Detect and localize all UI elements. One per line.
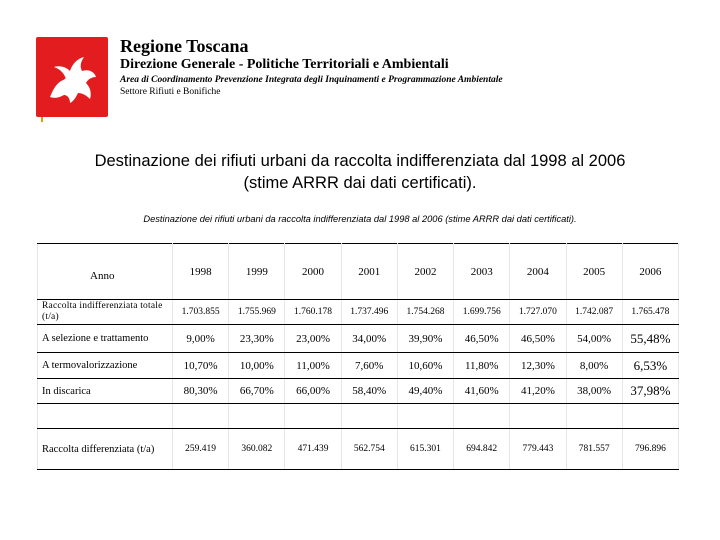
table-cell: 796.896	[622, 429, 678, 470]
table-row	[38, 353, 679, 379]
table-row	[38, 300, 679, 325]
table-cell: 781.557	[566, 429, 622, 470]
year-cell: 2002	[397, 244, 453, 300]
table-cell: 34,00%	[341, 325, 397, 353]
table-cell: 10,00%	[229, 353, 285, 379]
table-cell: 1.699.756	[454, 300, 510, 325]
table-caption: Destinazione dei rifiuti urbani da raccolta indifferenziata dal 1998 al 2006 (stime ARRR dai dati certificati).	[143, 214, 577, 224]
table-cell: 1.755.969	[229, 300, 285, 325]
title-line-1: Destinazione dei rifiuti urbani da raccolta indifferenziata dal 1998 al 2006	[94, 152, 626, 170]
page-title	[40, 150, 680, 194]
table-cell: 1.760.178	[285, 300, 341, 325]
table-header-row	[38, 244, 679, 300]
table-cell: 41,60%	[454, 379, 510, 404]
row-label: In discarica	[38, 379, 173, 404]
table-cell: 46,50%	[454, 325, 510, 353]
year-cell: 2004	[510, 244, 566, 300]
table-cell: 615.301	[397, 429, 453, 470]
table-cell: 1.727.070	[510, 300, 566, 325]
table-cell: 259.419	[173, 429, 229, 470]
table-cell: 779.443	[510, 429, 566, 470]
table-cell: 1.765.478	[622, 300, 678, 325]
row-label: A selezione e trattamento	[38, 325, 173, 353]
table-cell: 562.754	[341, 429, 397, 470]
table-row	[38, 429, 679, 470]
table-cell: 6,53%	[622, 353, 678, 379]
table-cell: 80,30%	[173, 379, 229, 404]
org-name: Regione Toscana	[120, 36, 249, 56]
table-cell: 55,48%	[622, 325, 678, 353]
table-row	[38, 379, 679, 404]
table-cell: 11,80%	[454, 353, 510, 379]
row-label: Raccolta differenziata (t/a)	[38, 429, 173, 470]
table-cell: 49,40%	[397, 379, 453, 404]
table-cell: 23,00%	[285, 325, 341, 353]
year-cell: 1998	[173, 244, 229, 300]
year-cell: 2003	[454, 244, 510, 300]
table-cell: 10,60%	[397, 353, 453, 379]
table-cell: 12,30%	[510, 353, 566, 379]
regione-toscana-logo	[36, 37, 108, 117]
year-cell: 2005	[566, 244, 622, 300]
table-cell: 1.754.268	[397, 300, 453, 325]
table-cell: 54,00%	[566, 325, 622, 353]
title-line-2: (stime ARRR dai dati certificati).	[243, 174, 477, 192]
header-block	[120, 36, 503, 98]
table-cell: 66,00%	[285, 379, 341, 404]
table-cell: 1.737.496	[341, 300, 397, 325]
table-cell: 37,98%	[622, 379, 678, 404]
table-cell: 58,40%	[341, 379, 397, 404]
table-cell: 38,00%	[566, 379, 622, 404]
table-cell: 11,00%	[285, 353, 341, 379]
table-cell: 66,70%	[229, 379, 285, 404]
year-header-label: Anno	[38, 244, 173, 300]
table-cell: 7,60%	[341, 353, 397, 379]
table-cell: 8,00%	[566, 353, 622, 379]
waste-destination-table	[37, 243, 679, 470]
area-name: Area di Coordinamento Prevenzione Integrata degli Inquinamenti e Programmazione Ambientale	[120, 75, 503, 85]
table-spacer-row	[38, 404, 679, 429]
year-cell: 1999	[229, 244, 285, 300]
table-cell: 41,20%	[510, 379, 566, 404]
year-cell: 2000	[285, 244, 341, 300]
table-cell: 46,50%	[510, 325, 566, 353]
table-row	[38, 325, 679, 353]
year-cell: 2001	[341, 244, 397, 300]
sector-name: Settore Rifiuti e Bonifiche	[120, 87, 221, 97]
table-cell: 694.842	[454, 429, 510, 470]
row-label: A termovalorizzazione	[38, 353, 173, 379]
department-name: Direzione Generale - Politiche Territoriali e Ambientali	[120, 57, 449, 72]
table-cell: 471.439	[285, 429, 341, 470]
table-cell: 1.742.087	[566, 300, 622, 325]
year-cell: 2006	[622, 244, 678, 300]
row-label: Raccolta indifferenziata totale (t/a)	[38, 300, 173, 325]
table-cell: 10,70%	[173, 353, 229, 379]
table-cell: 360.082	[229, 429, 285, 470]
table-cell: 39,90%	[397, 325, 453, 353]
table-cell: 23,30%	[229, 325, 285, 353]
pegasus-icon	[36, 37, 108, 117]
table-cell: 1.703.855	[173, 300, 229, 325]
table-cell: 9,00%	[173, 325, 229, 353]
